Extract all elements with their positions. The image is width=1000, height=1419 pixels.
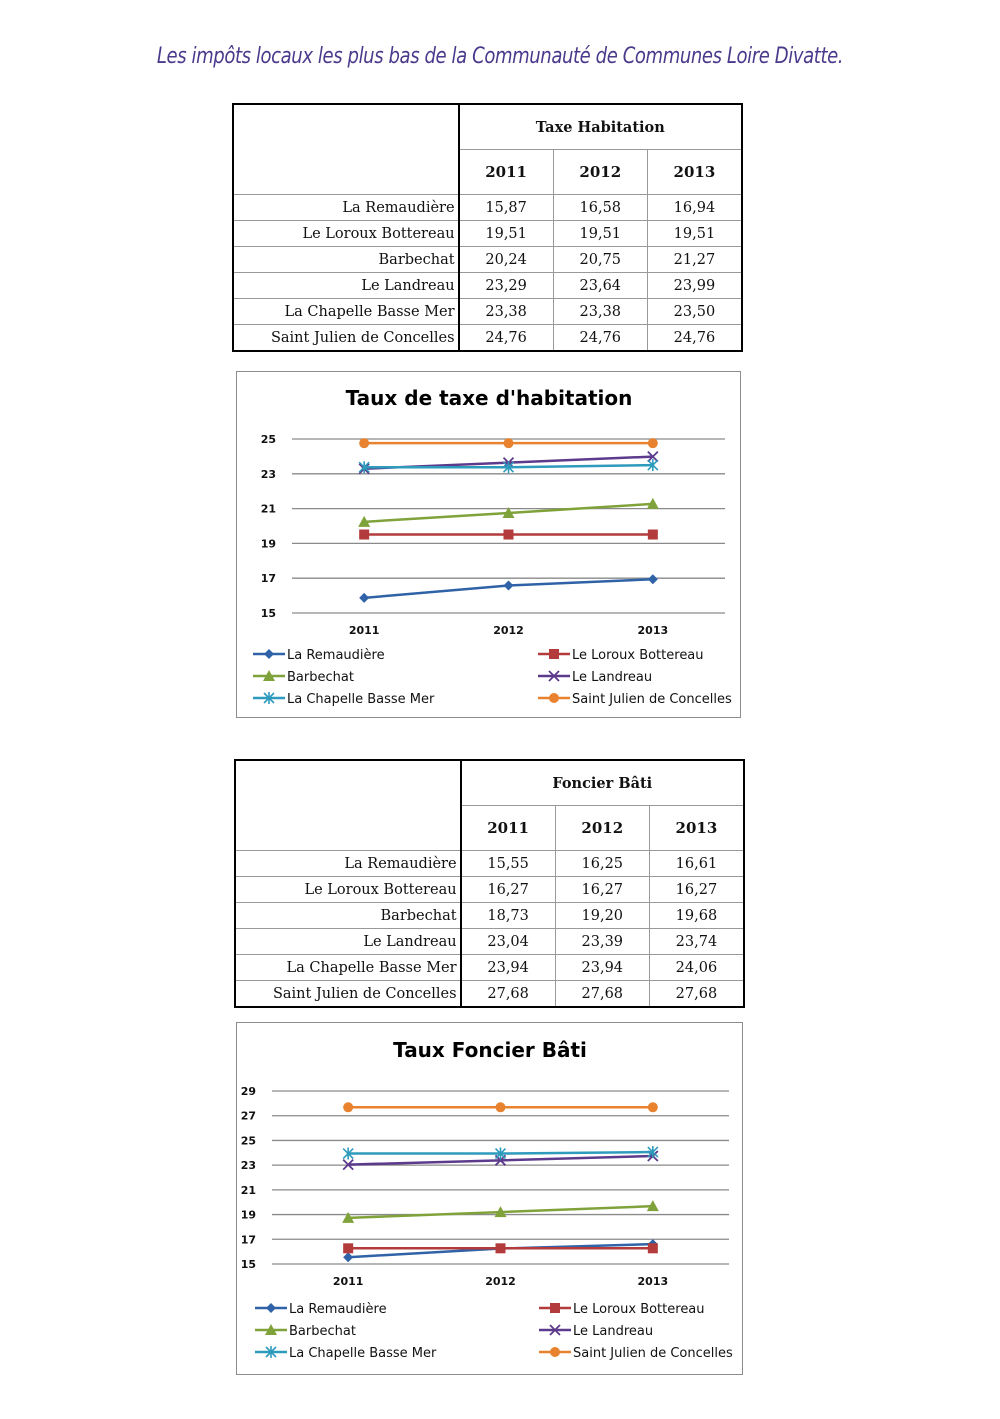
commune-name: La Remaudière <box>233 195 459 221</box>
x-tick-label: 2013 <box>637 624 669 637</box>
legend-item <box>255 1302 387 1317</box>
rate-value: 23,38 <box>459 299 554 325</box>
legend-item <box>538 670 652 685</box>
legend-item <box>539 1324 653 1339</box>
rate-value: 23,38 <box>553 299 647 325</box>
rate-value: 19,51 <box>459 221 554 247</box>
commune-name: Saint Julien de Concelles <box>235 981 461 1008</box>
data-point-marker <box>550 1303 560 1313</box>
rate-value: 24,76 <box>647 325 742 352</box>
data-point-marker <box>648 1102 658 1112</box>
data-point-marker <box>496 1102 506 1112</box>
y-tick-label: 15 <box>260 607 276 620</box>
legend-item <box>538 648 704 663</box>
rate-value: 16,61 <box>649 851 744 877</box>
rate-value: 23,94 <box>555 955 649 981</box>
y-tick-label: 25 <box>260 433 276 446</box>
legend-label: La Chapelle Basse Mer <box>289 1346 437 1361</box>
chart-title: Taux Foncier Bâti <box>393 1038 587 1062</box>
table-corner <box>235 760 461 851</box>
page-title: Les impôts locaux les plus bas de la Communauté de Communes Loire Divatte. <box>156 44 844 69</box>
rate-value: 27,68 <box>649 981 744 1008</box>
rate-value: 21,27 <box>647 247 742 273</box>
y-tick-label: 23 <box>260 467 276 481</box>
data-point-marker <box>648 574 658 584</box>
rate-value: 23,50 <box>647 299 742 325</box>
commune-name: La Remaudière <box>235 851 461 877</box>
x-tick-label: 2012 <box>485 1275 516 1288</box>
legend-item <box>539 1302 705 1317</box>
data-point-marker <box>359 593 369 603</box>
commune-name: La Chapelle Basse Mer <box>233 299 459 325</box>
legend-item <box>253 692 435 707</box>
rate-value: 19,68 <box>649 903 744 929</box>
rate-value: 24,06 <box>649 955 744 981</box>
chart-title: Taux de taxe d'habitation <box>345 386 633 410</box>
x-tick-label: 2012 <box>493 624 524 637</box>
rate-value: 23,94 <box>461 955 556 981</box>
y-tick-label: 25 <box>240 1134 256 1148</box>
table-row <box>233 195 742 221</box>
data-point-marker <box>648 438 658 448</box>
table-row <box>233 247 742 273</box>
table-row <box>235 851 744 877</box>
table-row <box>235 981 744 1008</box>
rate-value: 23,39 <box>555 929 649 955</box>
data-point-marker <box>343 1243 353 1253</box>
series-saint-julien-de-concelles <box>359 438 658 448</box>
table-header: Taxe Habitation <box>459 104 742 150</box>
data-point-marker <box>343 1252 353 1262</box>
chart-svg <box>237 1023 742 1374</box>
taxe-habitation-table <box>232 103 743 352</box>
rate-value: 27,68 <box>461 981 556 1008</box>
rate-value: 23,29 <box>459 273 554 299</box>
legend-label: Le Landreau <box>573 1324 654 1339</box>
chart-foncier-bati <box>236 1022 743 1375</box>
rate-value: 24,76 <box>459 325 554 352</box>
table-row <box>235 929 744 955</box>
rate-value: 23,04 <box>461 929 556 955</box>
legend-item <box>538 692 732 707</box>
y-tick-label: 29 <box>240 1085 256 1098</box>
data-point-marker <box>343 1102 353 1112</box>
legend-label: Barbechat <box>289 1324 356 1339</box>
legend-label: La Remaudière <box>289 1302 387 1317</box>
year-header: 2011 <box>461 806 556 851</box>
data-point-marker <box>550 1347 560 1357</box>
legend-item <box>255 1324 356 1339</box>
commune-name: Barbechat <box>233 247 459 273</box>
series-barbechat <box>342 1200 659 1223</box>
series-le-loroux-bottereau <box>359 530 658 540</box>
y-tick-label: 15 <box>240 1258 256 1271</box>
commune-name: La Chapelle Basse Mer <box>235 955 461 981</box>
year-header: 2011 <box>459 150 554 195</box>
series-saint-julien-de-concelles <box>343 1102 658 1112</box>
legend-label: Le Landreau <box>572 670 653 685</box>
rate-value: 23,74 <box>649 929 744 955</box>
data-point-marker <box>496 1243 506 1253</box>
rate-value: 16,27 <box>649 877 744 903</box>
table-header: Foncier Bâti <box>461 760 744 806</box>
data-point-marker <box>504 438 514 448</box>
table-row <box>233 299 742 325</box>
rate-value: 18,73 <box>461 903 556 929</box>
commune-name: Le Loroux Bottereau <box>235 877 461 903</box>
commune-name: Le Loroux Bottereau <box>233 221 459 247</box>
year-header: 2013 <box>649 806 744 851</box>
rate-value: 20,75 <box>553 247 647 273</box>
commune-name: Barbechat <box>235 903 461 929</box>
y-tick-label: 27 <box>240 1109 256 1123</box>
legend-label: Le Loroux Bottereau <box>572 648 704 663</box>
data-point-marker <box>549 693 559 703</box>
data-point-marker <box>549 649 559 659</box>
data-point-marker <box>359 530 369 540</box>
data-point-marker <box>359 438 369 448</box>
y-tick-label: 19 <box>260 537 276 551</box>
rate-value: 23,64 <box>553 273 647 299</box>
legend-label: Barbechat <box>287 670 354 685</box>
y-tick-label: 21 <box>260 502 276 516</box>
commune-name: Saint Julien de Concelles <box>233 325 459 352</box>
data-point-marker <box>648 1243 658 1253</box>
table-row <box>235 903 744 929</box>
rate-value: 19,51 <box>553 221 647 247</box>
rate-value: 16,27 <box>555 877 649 903</box>
legend-item <box>253 670 354 685</box>
legend-label: Le Loroux Bottereau <box>573 1302 705 1317</box>
y-tick-label: 21 <box>240 1183 256 1197</box>
x-tick-label: 2013 <box>637 1275 669 1288</box>
table-row <box>235 955 744 981</box>
x-tick-label: 2011 <box>348 624 380 637</box>
rate-value: 23,99 <box>647 273 742 299</box>
rate-value: 27,68 <box>555 981 649 1008</box>
chart-taxe-habitation <box>236 371 741 718</box>
y-tick-label: 23 <box>240 1159 256 1173</box>
rate-value: 24,76 <box>553 325 647 352</box>
rate-value: 16,58 <box>553 195 647 221</box>
legend-item <box>253 648 385 663</box>
rate-value: 15,55 <box>461 851 556 877</box>
y-tick-label: 17 <box>260 572 276 586</box>
rate-value: 15,87 <box>459 195 554 221</box>
year-header: 2012 <box>555 806 649 851</box>
table-row <box>233 325 742 352</box>
data-point-marker <box>504 581 514 591</box>
rate-value: 19,51 <box>647 221 742 247</box>
data-point-marker <box>266 1303 276 1313</box>
table-row <box>235 877 744 903</box>
legend-item <box>539 1346 733 1361</box>
commune-name: Le Landreau <box>233 273 459 299</box>
table-corner <box>233 104 459 195</box>
foncier-bati-table <box>234 759 745 1008</box>
legend-label: La Chapelle Basse Mer <box>287 692 435 707</box>
series-barbechat <box>358 498 659 527</box>
y-tick-label: 17 <box>240 1233 256 1247</box>
data-point-marker <box>264 649 274 659</box>
rate-value: 20,24 <box>459 247 554 273</box>
data-point-marker <box>504 530 514 540</box>
rate-value: 16,25 <box>555 851 649 877</box>
legend-label: Saint Julien de Concelles <box>573 1346 733 1361</box>
chart-svg <box>237 372 740 717</box>
table-row <box>233 273 742 299</box>
data-point-marker <box>648 530 658 540</box>
legend-item <box>255 1346 437 1361</box>
y-tick-label: 19 <box>240 1208 256 1222</box>
year-header: 2013 <box>647 150 742 195</box>
series-la-chapelle-basse-mer <box>359 459 658 473</box>
year-header: 2012 <box>553 150 647 195</box>
rate-value: 19,20 <box>555 903 649 929</box>
table-row <box>233 221 742 247</box>
rate-value: 16,27 <box>461 877 556 903</box>
x-tick-label: 2011 <box>332 1275 364 1288</box>
legend-label: Saint Julien de Concelles <box>572 692 732 707</box>
rate-value: 16,94 <box>647 195 742 221</box>
commune-name: Le Landreau <box>235 929 461 955</box>
legend-label: La Remaudière <box>287 648 385 663</box>
